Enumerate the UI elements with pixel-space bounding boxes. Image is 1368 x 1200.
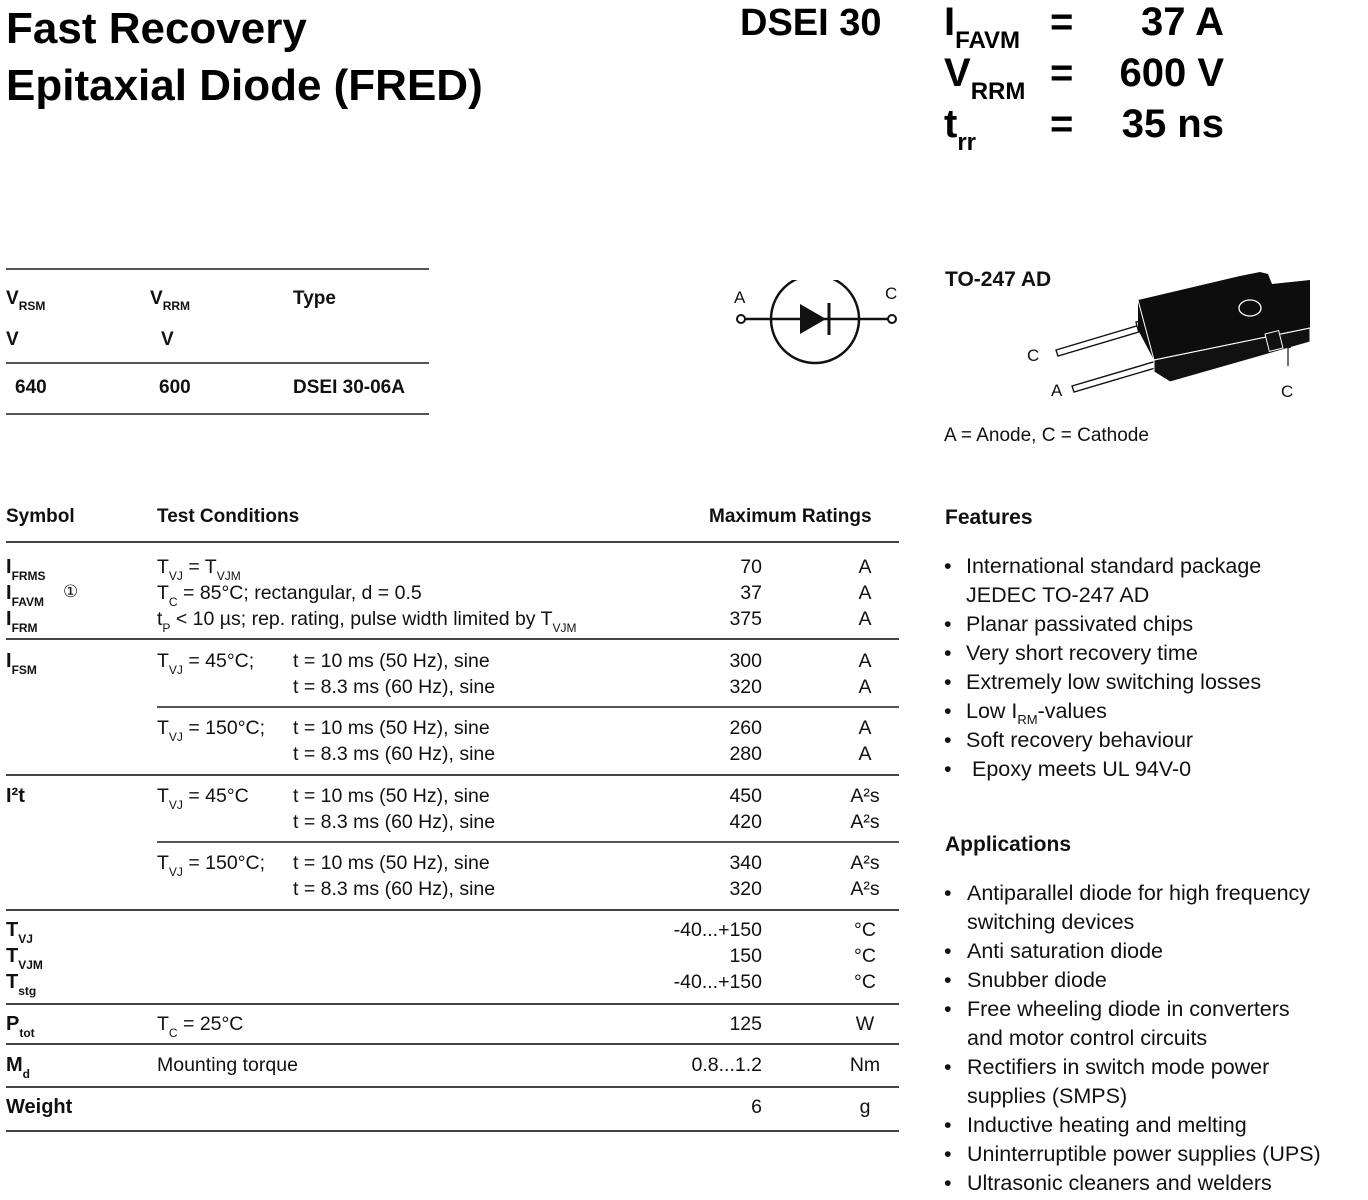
rating-value: 420	[729, 811, 762, 833]
tab-label-cathode: C	[1281, 382, 1294, 401]
symbol: I²t	[6, 785, 25, 807]
test-condition-time: t = 10 ms (50 Hz), sine	[293, 852, 490, 874]
rating-unit: A	[858, 717, 872, 739]
symbol-subscript: FRM	[11, 621, 38, 635]
rating-unit: A	[858, 582, 872, 604]
rating-value: 280	[729, 743, 762, 765]
spec-subscript: FAVM	[955, 27, 1021, 55]
symbol: P	[6, 1013, 20, 1035]
list-item	[944, 1053, 1321, 1111]
key-spec-vrrm	[0, 47, 1368, 106]
spec-subscript: rr	[957, 129, 977, 157]
package-title: TO-247 AD	[945, 268, 1052, 291]
cond-text: = T	[182, 556, 217, 578]
title-line-2: Epitaxial Diode (FRED)	[6, 61, 483, 110]
list-item: • Snubber diode	[944, 966, 1321, 995]
diode-symbol-icon	[728, 280, 908, 370]
rating-unit: A	[858, 676, 872, 698]
rating-unit: °C	[854, 971, 876, 993]
spec-subscript: RRM	[970, 78, 1026, 106]
cathode-label: C	[885, 284, 898, 303]
cond-subscript: VJM	[552, 621, 577, 635]
key-spec-trr	[0, 98, 1368, 157]
rating-value: 37	[740, 582, 762, 604]
cond-subscript: VJM	[216, 569, 241, 583]
rating-unit: A	[858, 743, 872, 765]
list-item	[944, 697, 1261, 726]
symbol-subscript: VJM	[18, 958, 43, 972]
cond-subscript: VJ	[168, 865, 183, 879]
divider	[157, 706, 899, 708]
rating-unit: A	[858, 650, 872, 672]
list-item: • Extremely low switching losses	[944, 668, 1261, 697]
item-text-continued: and motor control circuits	[967, 1026, 1208, 1050]
divider	[6, 638, 899, 640]
cond-symbol: t	[157, 608, 163, 630]
unit-vrsm: V	[6, 329, 19, 350]
cond-subscript: VJ	[168, 663, 183, 677]
rating-value: 0.8...1.2	[691, 1054, 762, 1076]
cond-symbol: T	[157, 650, 169, 672]
rating-value: 70	[740, 556, 762, 578]
test-condition	[157, 1013, 244, 1040]
list-item	[944, 552, 1261, 610]
item-text: Low I	[966, 699, 1018, 723]
symbol: T	[6, 971, 19, 993]
test-condition-time: t = 10 ms (50 Hz), sine	[293, 785, 490, 807]
diode-schematic	[728, 280, 908, 370]
item-text: Antiparallel diode for high frequency	[967, 881, 1311, 905]
col-header-symbol: Symbol	[6, 506, 75, 527]
rating-unit: g	[859, 1096, 871, 1118]
rating-value: 260	[729, 717, 762, 739]
rating-value: 300	[729, 650, 762, 672]
cond-symbol: T	[157, 717, 169, 739]
rating-value: -40...+150	[673, 919, 762, 941]
cond-subscript: VJ	[168, 798, 183, 812]
test-condition	[157, 717, 265, 744]
cond-symbol: T	[157, 852, 169, 874]
item-text-continued: JEDEC TO-247 AD	[966, 583, 1150, 607]
header-subscript: RRM	[162, 299, 191, 313]
list-item: • Planar passivated chips	[944, 610, 1261, 639]
test-condition	[157, 852, 265, 879]
test-condition	[157, 785, 249, 812]
title-line-1: Fast Recovery	[6, 4, 307, 53]
header-symbol: V	[6, 288, 19, 309]
spec-value: 37 A	[1140, 0, 1224, 44]
rating-unit: A²s	[850, 852, 880, 874]
item-text-continued: switching devices	[967, 910, 1135, 934]
list-item	[944, 995, 1321, 1053]
rating-unit: A²s	[850, 878, 880, 900]
list-item: • Uninterruptible power supplies (UPS)	[944, 1140, 1321, 1169]
divider	[6, 541, 899, 543]
cond-text: = 150°C;	[182, 717, 265, 739]
symbol: I	[6, 650, 12, 672]
anode-label: A	[734, 288, 746, 307]
symbol-subscript: FSM	[11, 663, 37, 677]
cell-vrrm: 600	[159, 377, 191, 398]
symbol-subscript: FRMS	[11, 569, 46, 583]
cond-text: < 10 µs; rep. rating, pulse width limited by T	[170, 608, 553, 630]
symbol-subscript: VJ	[18, 932, 33, 946]
header-subscript: RSM	[18, 299, 46, 313]
cond-subscript: VJ	[168, 730, 183, 744]
features-list	[944, 552, 1261, 784]
rating-value: 125	[729, 1013, 762, 1035]
item-text: Rectifiers in switch mode power	[967, 1055, 1270, 1079]
rating-value: 150	[729, 945, 762, 967]
item-text-continued: supplies (SMPS)	[967, 1084, 1128, 1108]
symbol-subscript: d	[22, 1067, 31, 1081]
rating-unit: A	[858, 556, 872, 578]
test-condition-time: t = 8.3 ms (60 Hz), sine	[293, 676, 496, 698]
key-spec-ifavm	[0, 0, 1368, 55]
item-text: -values	[1037, 699, 1107, 723]
cond-symbol: T	[157, 785, 169, 807]
list-item: • Ultrasonic cleaners and welders	[944, 1169, 1321, 1198]
rating-value: 6	[751, 1096, 762, 1118]
cond-subscript: C	[168, 595, 178, 609]
col-header-type: Type	[293, 288, 336, 309]
test-condition	[157, 650, 255, 677]
rating-value: 320	[729, 676, 762, 698]
divider	[6, 1130, 899, 1132]
test-condition-time: t = 8.3 ms (60 Hz), sine	[293, 743, 496, 765]
cond-text: = 25°C	[177, 1013, 244, 1035]
cond-text: = 150°C;	[182, 852, 265, 874]
spec-equals: =	[1050, 0, 1074, 44]
symbol: I	[6, 608, 12, 630]
item-text: Free wheeling diode in converters	[967, 997, 1290, 1021]
item-text: International standard package	[966, 554, 1262, 578]
rating-value: 320	[729, 878, 762, 900]
test-condition	[157, 556, 241, 583]
test-condition-time: t = 8.3 ms (60 Hz), sine	[293, 878, 496, 900]
divider	[6, 1043, 899, 1045]
symbol: I	[6, 582, 12, 604]
list-item: • Anti saturation diode	[944, 937, 1321, 966]
list-item: • Epoxy meets UL 94V-0	[944, 755, 1261, 784]
list-item	[944, 879, 1321, 937]
key-specs	[0, 0, 1368, 156]
col-header-ratings: Maximum Ratings	[709, 506, 872, 527]
rating-value: 340	[729, 852, 762, 874]
divider	[6, 909, 899, 911]
spec-value: 35 ns	[1121, 102, 1224, 146]
symbol-subscript: FAVM	[11, 595, 45, 609]
symbol: M	[6, 1054, 23, 1076]
divider	[6, 362, 429, 364]
test-condition	[157, 582, 422, 609]
rating-value: 450	[729, 785, 762, 807]
col-header-vrsm	[6, 288, 46, 313]
cond-text: = 45°C	[182, 785, 249, 807]
symbol: Weight	[6, 1096, 73, 1118]
spec-symbol: V	[944, 51, 971, 95]
list-item: • Inductive heating and melting	[944, 1111, 1321, 1140]
package-drawing	[1020, 270, 1340, 410]
item-subscript: RM	[1017, 712, 1038, 727]
divider	[6, 413, 429, 415]
divider	[6, 1003, 899, 1005]
rating-value: 375	[729, 608, 762, 630]
list-item: • Soft recovery behaviour	[944, 726, 1261, 755]
cell-type: DSEI 30-06A	[293, 377, 405, 398]
symbol-subscript: tot	[19, 1026, 35, 1040]
header-symbol: V	[150, 288, 163, 309]
rating-unit: °C	[854, 919, 876, 941]
col-header-vrrm	[150, 288, 191, 313]
divider	[6, 774, 899, 776]
lead-label-anode: A	[1051, 381, 1063, 400]
spec-symbol: t	[944, 102, 958, 146]
symbol-subscript: stg	[18, 984, 37, 998]
cond-symbol: T	[157, 1013, 169, 1035]
features-heading: Features	[945, 506, 1033, 529]
symbol: I	[6, 556, 12, 578]
cond-symbol: T	[157, 556, 169, 578]
spec-symbol: I	[944, 0, 956, 44]
divider	[6, 1086, 899, 1088]
list-item: • Very short recovery time	[944, 639, 1261, 668]
applications-list	[944, 879, 1321, 1198]
spec-value: 600 V	[1119, 51, 1224, 95]
pin-legend: A = Anode, C = Cathode	[944, 425, 1149, 446]
symbol: T	[6, 945, 19, 967]
rating-value: -40...+150	[673, 971, 762, 993]
test-condition	[157, 608, 577, 635]
test-condition-time: t = 10 ms (50 Hz), sine	[293, 650, 490, 672]
cond-text: = 85°C; rectangular, d = 0.5	[177, 582, 422, 604]
cond-text: = 45°C;	[182, 650, 255, 672]
divider	[6, 268, 429, 270]
cond-subscript: VJ	[168, 569, 183, 583]
cond-symbol: T	[157, 582, 169, 604]
cell-vrsm: 640	[15, 377, 47, 398]
rating-unit: A	[858, 608, 872, 630]
lead-label-cathode: C	[1027, 346, 1040, 365]
rating-unit: Nm	[849, 1054, 881, 1076]
rating-unit: A²s	[850, 785, 880, 807]
part-number: DSEI 30	[740, 2, 882, 44]
test-condition-time: t = 8.3 ms (60 Hz), sine	[293, 811, 496, 833]
divider	[157, 841, 899, 843]
applications-heading: Applications	[945, 833, 1072, 856]
footnote-marker: ①	[63, 582, 79, 601]
spec-equals: =	[1050, 51, 1074, 95]
symbol: T	[6, 919, 19, 941]
rating-unit: °C	[854, 945, 876, 967]
rating-unit: W	[855, 1013, 875, 1035]
rating-unit: A²s	[850, 811, 880, 833]
test-condition: Mounting torque	[157, 1054, 298, 1076]
unit-vrrm: V	[161, 329, 174, 350]
spec-equals: =	[1050, 102, 1074, 146]
col-header-conditions: Test Conditions	[157, 506, 300, 527]
cond-subscript: P	[162, 621, 171, 635]
test-condition-time: t = 10 ms (50 Hz), sine	[293, 717, 490, 739]
cond-subscript: C	[168, 1026, 178, 1040]
